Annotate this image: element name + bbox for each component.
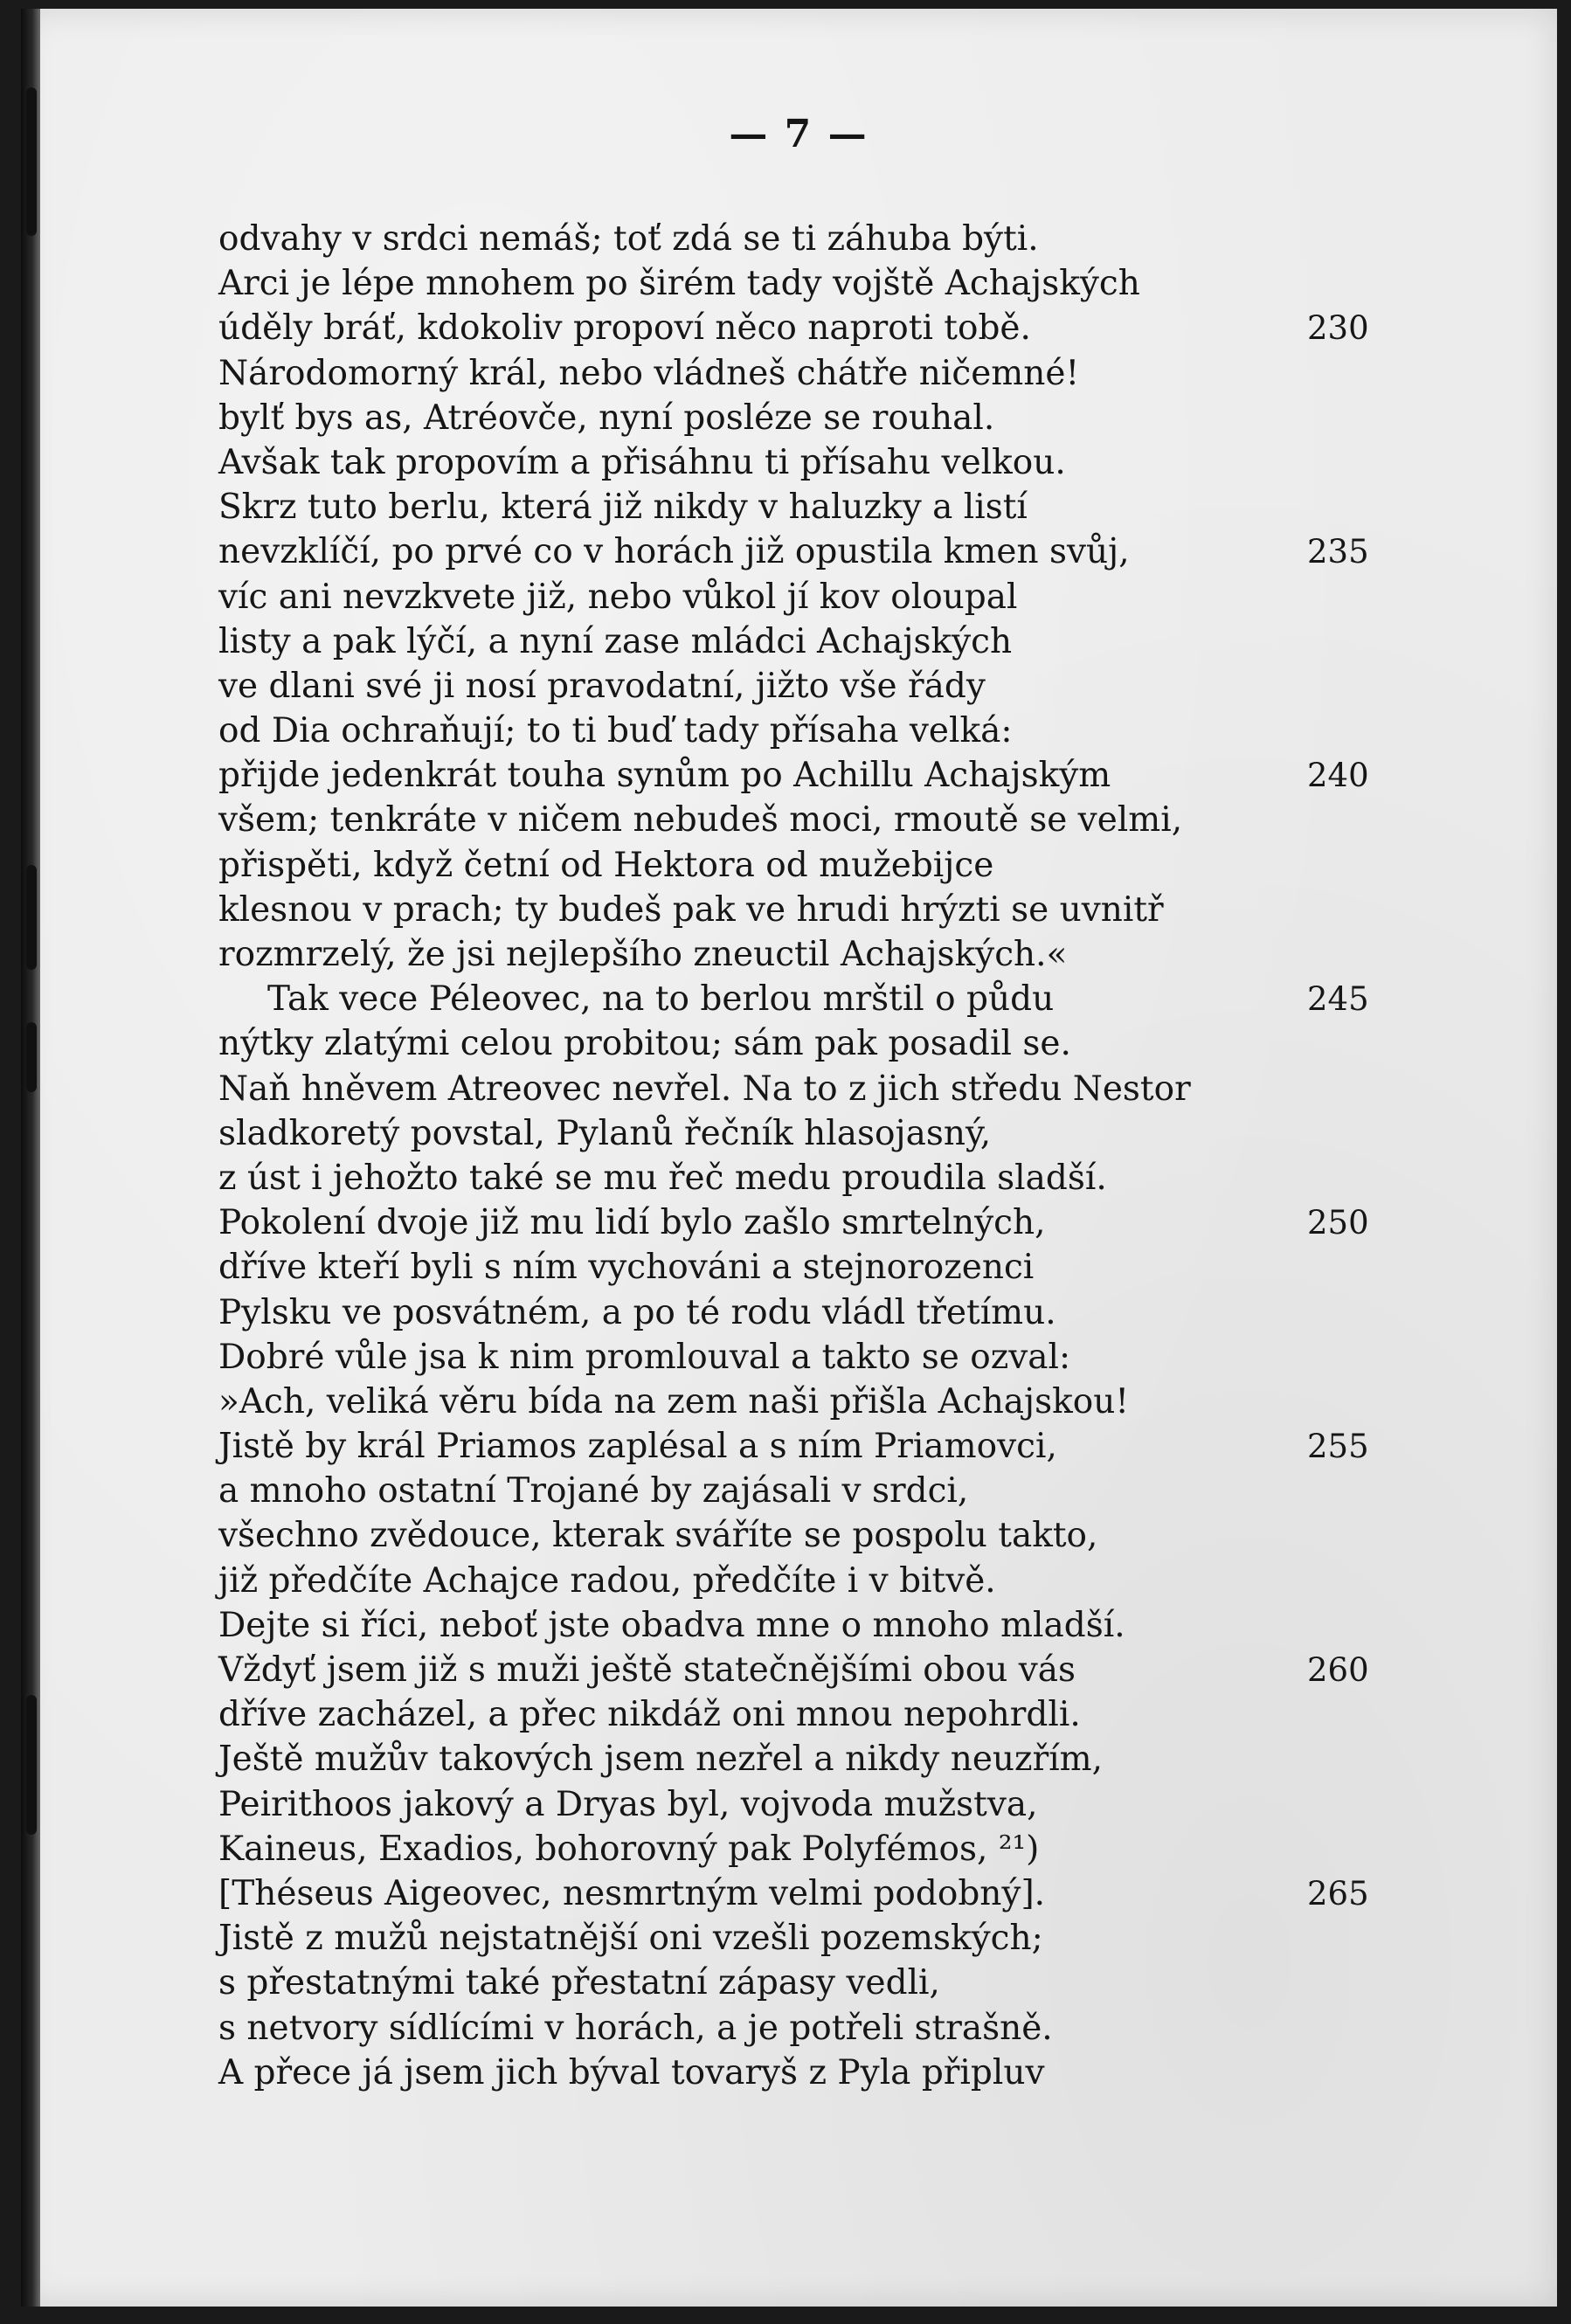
verse-line <box>218 977 1398 1021</box>
verse-line <box>218 485 1398 529</box>
line-number: 260 <box>1307 1651 1369 1689</box>
verse-text: odvahy v srdci nemáš; toť zdá se ti záhuba býti. <box>218 219 1039 259</box>
line-number: 265 <box>1307 1874 1369 1912</box>
page-number-header: — 7 — <box>729 112 869 156</box>
verse-text: Jistě by král Priamos zaplésal a s ním Priamovci, <box>218 1427 1057 1467</box>
verse-text: již předčíte Achajce radou, předčíte i v bitvě. <box>218 1560 996 1601</box>
verse-line <box>218 1245 1398 1290</box>
verse-line <box>218 306 1398 350</box>
verse-text: »Ach, veliká věru bída na zem naši přišla Achajskou! <box>218 1381 1130 1421</box>
verse-line <box>218 619 1398 664</box>
verse-text: Skrz tuto berlu, která již nikdy v haluzky a listí <box>218 488 1028 528</box>
verse-line <box>218 1961 1398 2005</box>
verse-text: úděly bráť, kdokoliv propoví něco naproti tobě. <box>218 308 1031 349</box>
line-number: 230 <box>1307 309 1369 348</box>
verse-text: Arci je lépe mnohem po širém tady vojště Achajských <box>218 264 1140 304</box>
verse-text: Kaineus, Exadios, bohorovný pak Polyfémos, ²¹) <box>218 1829 1040 1869</box>
verse-line <box>218 1424 1398 1469</box>
verse-text: s netvory sídlícími v horách, a je potřeli strašně. <box>218 2008 1053 2048</box>
verse-line <box>218 396 1398 440</box>
verse-line <box>218 1737 1398 1781</box>
verse-text: sladkoretý povstal, Pylanů řečník hlasojasný, <box>218 1113 992 1153</box>
verse-line <box>218 1290 1398 1335</box>
verse-line <box>218 798 1398 842</box>
book-page <box>21 9 1557 2307</box>
verse-text: Jistě z mužů nejstatnější oni vzešli pozemských; <box>218 1919 1043 1959</box>
book-spine-edge <box>21 9 40 2307</box>
verse-text: přijde jedenkrát touha synům po Achillu Achajským <box>218 756 1111 796</box>
verse-line <box>218 1469 1398 1513</box>
verse-text: Tak vece Péleovec, na to berlou mrštil o půdu <box>267 979 1055 1020</box>
verse-text: ve dlani své ji nosí pravodatní, jižto vše řády <box>218 666 986 706</box>
verse-text: A přece já jsem jich býval tovaryš z Pyla připluv <box>218 2052 1045 2092</box>
binding-mark <box>26 1022 37 1092</box>
verse-text: Pokolení dvoje již mu lidí bylo zašlo smrtelných, <box>218 1203 1046 1243</box>
verse-text: Naň hněvem Atreovec nevřel. Na to z jich středu Nestor <box>218 1069 1191 1109</box>
verse-text: přispěti, když četní od Hektora od mužebijce <box>218 845 994 885</box>
verse-text: Ještě mužův takových jsem nezřel a nikdy neuzřím, <box>218 1740 1104 1780</box>
verse-line <box>218 1648 1398 1692</box>
verse-line <box>218 843 1398 888</box>
verse-line <box>218 1111 1398 1156</box>
verse-text: [Théseus Aigeovec, nesmrtným velmi podobný]. <box>218 1873 1046 1913</box>
verse-text: dříve kteří byli s ním vychováni a stejnorozenci <box>218 1248 1035 1288</box>
verse-line <box>218 1513 1398 1558</box>
line-number: 235 <box>1307 533 1369 571</box>
verse-line <box>218 1559 1398 1603</box>
verse-text: Dejte si říci, neboť jste obadva mne o mnoho mladší. <box>218 1605 1125 1645</box>
verse-line <box>218 1916 1398 1961</box>
verse-text: a mnoho ostatní Trojané by zajásali v srdci, <box>218 1471 969 1511</box>
verse-line <box>218 1335 1398 1380</box>
binding-mark <box>26 865 37 970</box>
verse-text: Národomorný král, nebo vládneš chátře ničemné! <box>218 353 1080 393</box>
verse-text: Vždyť jsem již s muži ještě statečnějšími obou vás <box>218 1650 1076 1690</box>
verse-text: listy a pak lýčí, a nyní zase mládci Achajských <box>218 621 1013 661</box>
verse-line <box>218 1021 1398 1066</box>
verse-text: Pylsku ve posvátném, a po té rodu vládl třetímu. <box>218 1292 1056 1332</box>
verse-line <box>218 440 1398 485</box>
line-number: 245 <box>1307 980 1369 1019</box>
verse-line <box>218 1156 1398 1200</box>
binding-mark <box>26 87 37 236</box>
verse-line <box>218 529 1398 574</box>
verse-line <box>218 932 1398 977</box>
line-number: 240 <box>1307 757 1369 795</box>
verse-line <box>218 664 1398 709</box>
verse-text: nýtky zlatými celou probitou; sám pak posadil se. <box>218 1024 1071 1064</box>
verse-line <box>218 1871 1398 1916</box>
verse-line <box>218 1380 1398 1424</box>
verse-line <box>218 351 1398 396</box>
verse-line <box>218 2006 1398 2051</box>
verse-line <box>218 575 1398 619</box>
verse-line <box>218 217 1398 261</box>
verse-text: od Dia ochraňují; to ti buď tady přísaha velká: <box>218 711 1013 751</box>
verse-line <box>218 1827 1398 1871</box>
verse-line <box>218 888 1398 932</box>
verse-text: bylť bys as, Atréovče, nyní posléze se rouhal. <box>218 398 995 438</box>
verse-line <box>218 1603 1398 1648</box>
verse-text: nevzklíčí, po prvé co v horách již opustila kmen svůj, <box>218 532 1130 572</box>
verse-text: dříve zacházel, a přec nikdáž oni mnou nepohrdli. <box>218 1695 1081 1735</box>
verse-text: klesnou v prach; ty budeš pak ve hrudi hrýzti se uvnitř <box>218 889 1164 930</box>
verse-text: z úst i jehožto také se mu řeč medu proudila sladší. <box>218 1158 1107 1198</box>
verse-text: Dobré vůle jsa k nim promlouval a takto se ozval: <box>218 1337 1071 1377</box>
verse-text: rozmrzelý, že jsi nejlepšího zneuctil Achajských.« <box>218 935 1068 974</box>
verse-block <box>218 217 1398 2095</box>
verse-line <box>218 753 1398 798</box>
binding-mark <box>26 1695 37 1835</box>
line-number: 250 <box>1307 1204 1369 1242</box>
verse-line <box>218 1782 1398 1827</box>
verse-text: víc ani nevzkvete již, nebo vůkol jí kov oloupal <box>218 577 1018 617</box>
verse-line <box>218 1067 1398 1111</box>
verse-text: Avšak tak propovím a přisáhnu ti přísahu velkou. <box>218 442 1066 482</box>
line-number: 255 <box>1307 1428 1369 1466</box>
verse-text: všechno zvědouce, kterak sváříte se pospolu takto, <box>218 1516 1098 1556</box>
verse-line <box>218 709 1398 753</box>
verse-line <box>218 261 1398 306</box>
verse-line <box>218 2051 1398 2095</box>
verse-line <box>218 1692 1398 1737</box>
verse-text: Peirithoos jakový a Dryas byl, vojvoda mužstva, <box>218 1784 1038 1824</box>
verse-line <box>218 1200 1398 1245</box>
verse-text: s přestatnými také přestatní zápasy vedli, <box>218 1963 940 2003</box>
verse-text: všem; tenkráte v ničem nebudeš moci, rmoutě se velmi, <box>218 800 1183 840</box>
